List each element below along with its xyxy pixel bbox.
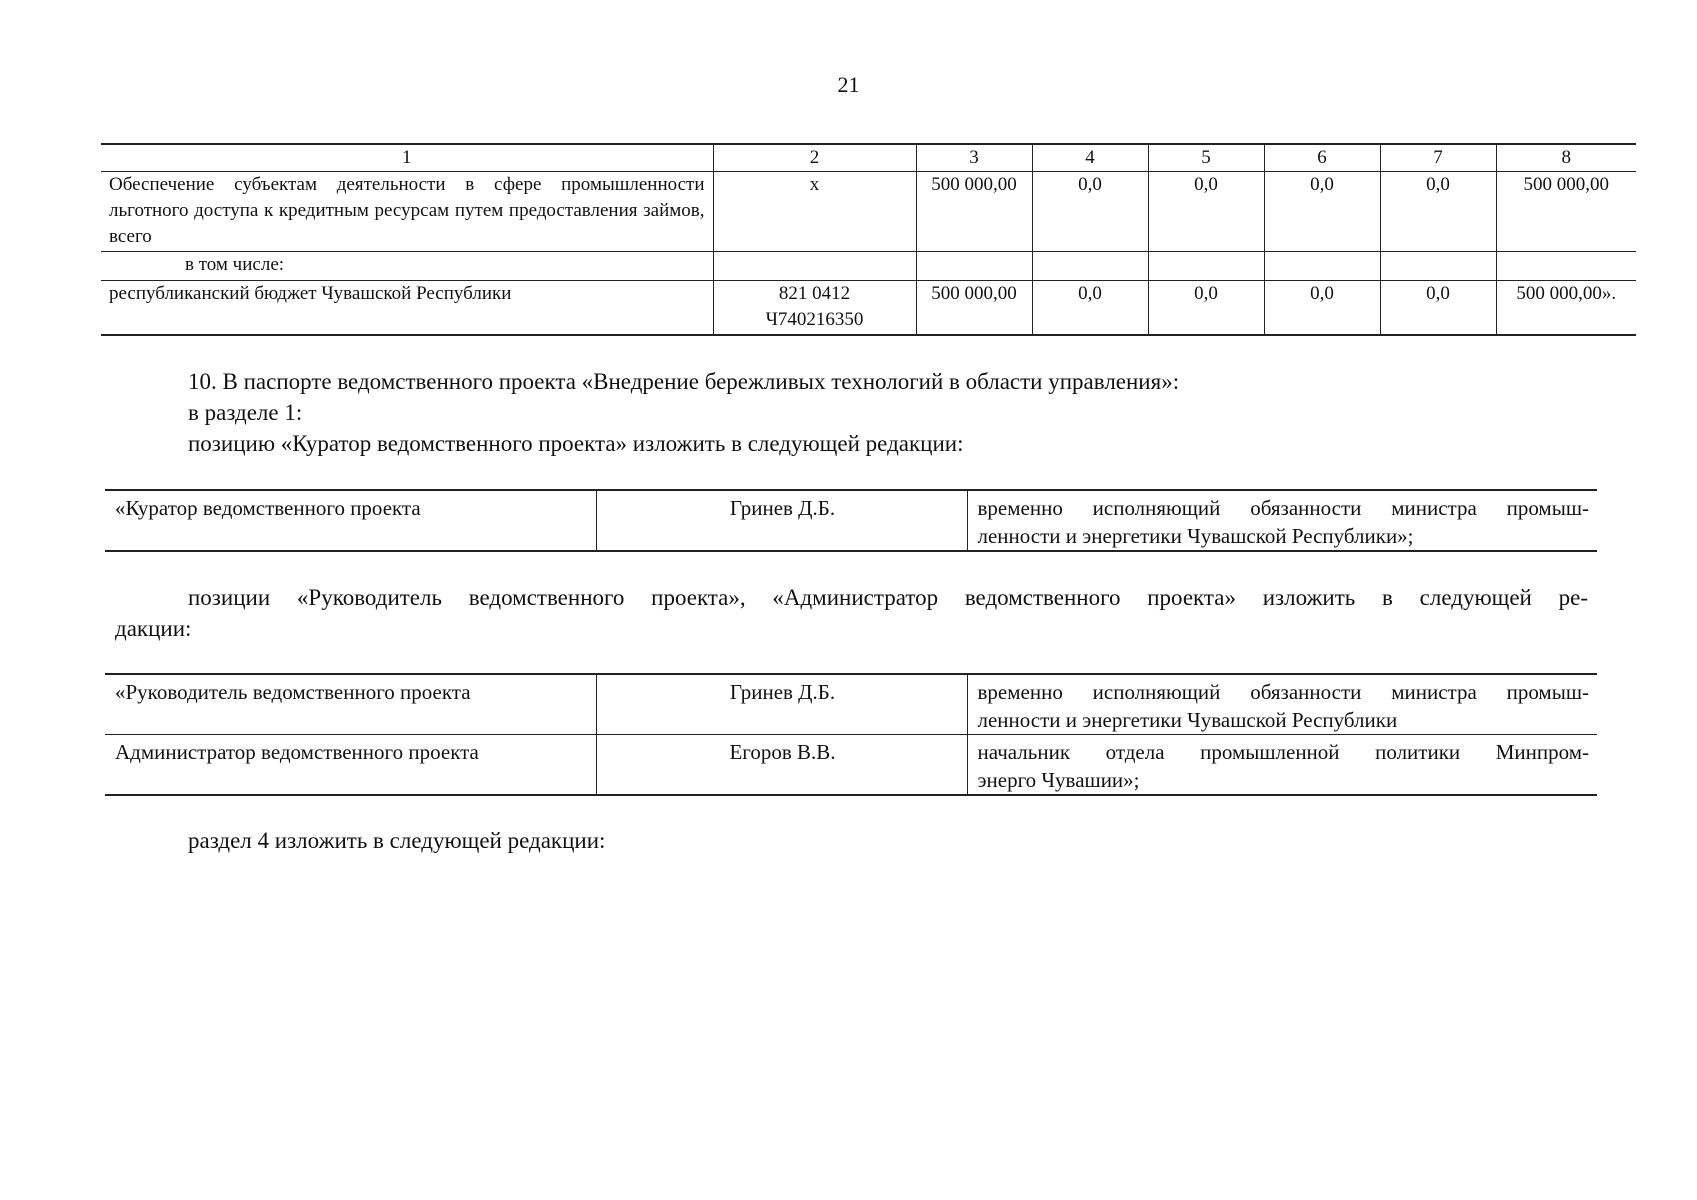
person-cell: Гринев Д.Б. xyxy=(596,674,967,735)
column-header: 2 xyxy=(713,144,916,172)
code-cell xyxy=(713,172,916,252)
paragraph-line: 10. В паспорте ведомственного проекта «Внедрение бережливых технологий в области управления»: xyxy=(188,369,1180,394)
row-name-cell: Обеспечение субъектам деятельности в сфере промышленности льготного доступа к кредитным ресурсам путем предоставления займов, всего xyxy=(101,172,713,252)
role-line: начальник отдела промышленной политики Минпром- xyxy=(977,740,1589,764)
person-cell: Гринев Д.Б. xyxy=(596,490,967,551)
value-cell: 0,0 xyxy=(1264,281,1380,335)
value-cell: 0,0 xyxy=(1032,172,1148,252)
paragraph-line: раздел 4 изложить в следующей редакции: xyxy=(188,828,606,853)
role-line: ленности и энергетики Чувашской Республики xyxy=(977,708,1398,732)
value-cell: 500 000,00 xyxy=(916,172,1032,252)
value-cell: 500 000,00 xyxy=(1496,172,1636,252)
paragraph-positions xyxy=(115,582,1588,644)
value-cell: 0,0 xyxy=(1380,172,1496,252)
value-cell: 500 000,00 xyxy=(916,281,1032,335)
paragraph-line: дакции: xyxy=(115,616,192,641)
code-line: 821 0412 xyxy=(778,283,851,304)
code-cell xyxy=(713,252,916,281)
table-header-row xyxy=(101,144,1636,172)
role-line: временно исполняющий обязанности министра промыш- xyxy=(977,496,1589,520)
paragraph-line: позиции «Руководитель ведомственного проекта», «Администратор ведомственного проекта» изложить в следующей ре- xyxy=(188,585,1588,610)
value-cell: 0,0 xyxy=(1032,281,1148,335)
value-cell: 0,0 xyxy=(1264,172,1380,252)
column-header: 4 xyxy=(1032,144,1148,172)
paragraph-section-4 xyxy=(115,825,1588,856)
column-header: 6 xyxy=(1264,144,1380,172)
value-cell xyxy=(1380,252,1496,281)
table-row xyxy=(101,281,1636,335)
role-line: энерго Чувашии»; xyxy=(977,768,1140,792)
table-row xyxy=(101,252,1636,281)
code-line: Ч740216350 xyxy=(765,309,864,330)
column-header: 7 xyxy=(1380,144,1496,172)
page-number: 21 xyxy=(837,72,860,97)
person-cell: Егоров В.В. xyxy=(596,735,967,796)
curator-table xyxy=(105,489,1597,552)
value-cell: 0,0 xyxy=(1148,172,1264,252)
table-row xyxy=(105,490,1597,551)
row-name-cell: в том числе: xyxy=(101,252,713,281)
column-header: 3 xyxy=(916,144,1032,172)
value-cell: 500 000,00». xyxy=(1496,281,1636,335)
value-cell xyxy=(916,252,1032,281)
value-cell: 0,0 xyxy=(1380,281,1496,335)
row-name-cell: республиканский бюджет Чувашской Республики xyxy=(101,281,713,335)
position-cell: «Руководитель ведомственного проекта xyxy=(105,674,596,735)
value-cell xyxy=(1148,252,1264,281)
paragraph-10 xyxy=(115,366,1588,459)
role-line: ленности и энергетики Чувашской Республики»; xyxy=(977,524,1414,548)
code-cell xyxy=(713,281,916,335)
paragraph-line: позицию «Куратор ведомственного проекта» изложить в следующей редакции: xyxy=(188,431,964,456)
role-cell xyxy=(967,490,1597,551)
column-header: 1 xyxy=(101,144,713,172)
position-cell: Администратор ведомственного проекта xyxy=(105,735,596,796)
value-cell xyxy=(1264,252,1380,281)
column-header: 5 xyxy=(1148,144,1264,172)
role-line: временно исполняющий обязанности министра промыш- xyxy=(977,680,1589,704)
code-line: х xyxy=(809,174,820,195)
position-cell: «Куратор ведомственного проекта xyxy=(105,490,596,551)
leaders-table xyxy=(105,673,1597,796)
value-cell xyxy=(1032,252,1148,281)
paragraph-line: в разделе 1: xyxy=(188,400,303,425)
value-cell: 0,0 xyxy=(1148,281,1264,335)
funding-table xyxy=(101,143,1636,336)
role-cell xyxy=(967,674,1597,735)
role-cell xyxy=(967,735,1597,796)
table-row xyxy=(105,735,1597,796)
column-header: 8 xyxy=(1496,144,1636,172)
value-cell xyxy=(1496,252,1636,281)
table-row xyxy=(105,674,1597,735)
table-row xyxy=(101,172,1636,252)
